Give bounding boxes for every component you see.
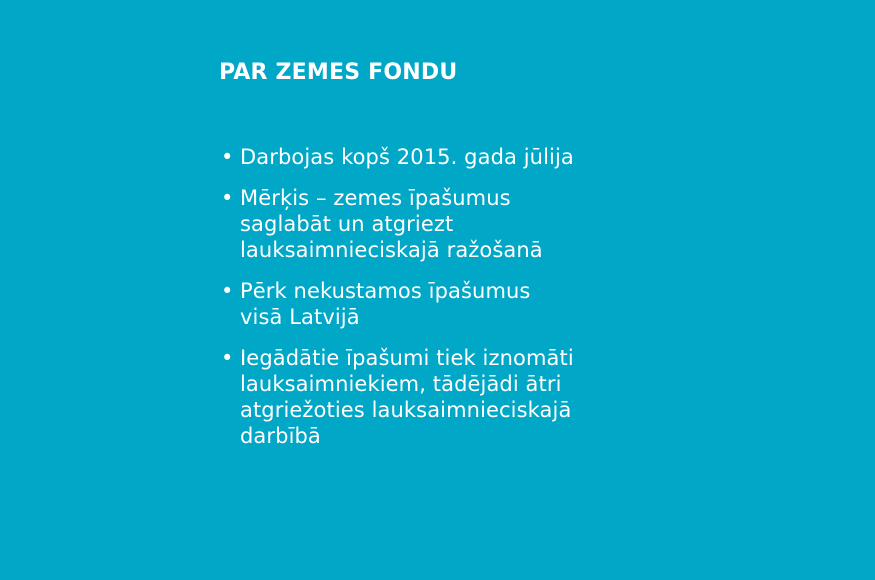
bullet-line: Mērķis – zemes īpašumus xyxy=(240,186,511,210)
bullet-line: lauksaimnieciskajā ražošanā xyxy=(240,238,543,262)
bullet-line: atgriežoties lauksaimnieciskajā xyxy=(240,398,572,422)
bullet-item xyxy=(219,185,679,263)
section-title: PAR ZEMES FONDU xyxy=(219,60,458,85)
bullet-item xyxy=(219,278,679,330)
bullet-line: lauksaimniekiem, tādējādi ātri xyxy=(240,372,562,396)
bullet-line: saglabāt un atgriezt xyxy=(240,212,454,236)
bullet-list xyxy=(219,144,679,449)
bullet-item xyxy=(219,144,679,170)
bullet-dot: • xyxy=(221,279,234,303)
bullet-dot: • xyxy=(221,346,234,370)
bullet-line: Pērk nekustamos īpašumus xyxy=(240,279,531,303)
bullet-line: darbībā xyxy=(240,424,321,448)
bullet-line: Darbojas kopš 2015. gada jūlija xyxy=(240,145,574,169)
bullet-line: Iegādātie īpašumi tiek iznomāti xyxy=(240,346,574,370)
bullet-item xyxy=(219,345,679,449)
about-section xyxy=(219,56,679,464)
bullet-dot: • xyxy=(221,145,234,169)
bullet-line: visā Latvijā xyxy=(240,305,360,329)
bullet-dot: • xyxy=(221,186,234,210)
